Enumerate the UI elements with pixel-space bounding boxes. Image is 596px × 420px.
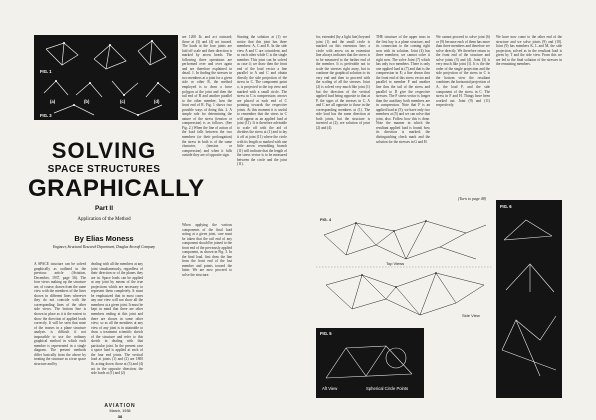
text-column-7 <box>376 35 430 210</box>
footer-page-number: 38 <box>117 414 123 419</box>
spherical-circle-label: Spherical Circle Points <box>366 386 409 391</box>
column-7-body: THE structure of the upper truss in the first bay is a plane structure, and its connection to the coming right now with its solution. Joint (4) has three members; we cannot solve it right now. The solve Joint (7) which has only two members. There is only one applied load at (7) and that is the compression in E; a line drawn thru the front end of this stress vector and parallel to member F and another line thru the tail of the stress and parallel to D give the respective stresses. The F stress vector is longer than the auxiliary both members are in compression. Note that F is an applied load at (5); we have only two members at (5) and we can solve that joint, also. Follow how this is done. Note the manner in which the resultant applied load is found; how its direction is marked; the distinguishing check mark and the solution for the stresses in G and H. <box>376 35 430 144</box>
truss-graphical-solution <box>316 215 492 323</box>
column-8-body: We cannot proceed to solve joint (6) or (9) because each of them has more than three members and therefore we solve directly. We therefore return to the front end of the structure and solve joints (3) and (4). Joint (3) is very much like joint (1). It is the the order of the single projection and the side projection of the stress in C is the bottom view the resultant combines the horizontal projection of A, the load F, and the side component of the stress in C. The stress in F and H. Things have been worked out. Joint (9) and (11) respectively. <box>436 35 490 108</box>
figure-2-part-b: (b) <box>84 99 90 104</box>
text-column-3 <box>182 35 232 195</box>
figure-6-illustration <box>496 200 562 398</box>
top-views-label: Top Views <box>386 261 405 266</box>
text-column-2 <box>91 262 143 398</box>
column-6-body: for, extended (by a light line) beyond joint (1) and the small circle is marked on this extension line; a circle with arrow on an extension line always indicates that the stress is to be measured to the farther end of the member. It is preferable not to scale the stresses right away, but to continue the graphical solution to its very end and then to proceed with the scaling of all the stresses. Joint (2) is solved very much like joint (1) but the direction of the vertical applied load being opposite to that at P, the signs of the stresses in C, A and C are all opposite to those in the corresponding members at (1). The side load has the same direction at both joints, but the structure is inverted at (2); see solution of joint (2) and (4). <box>316 35 370 130</box>
figure-5-label: FIG. 5 <box>320 331 332 336</box>
figure-4-label: FIG. 4 <box>320 217 332 222</box>
text-column-1 <box>34 262 86 398</box>
column-9-body: We have now come to the other end of the structure and we solve joints (9) and (10). Joint (9) has members K, L and M, the side projection, solved as in the resultant load is given by T and the side view. From this we are led to the final solution of the stresses in the remaining members. <box>496 35 562 67</box>
side-view-label: Side View <box>462 313 480 318</box>
column-3-body: are 1200 lb. and act outward; those at (3) and (4) act inward. The loads at the four joints are laid off scale and their direction is marked by arrow heads. The following three operations are performed over and over again and are therefore explained in detail. 1. In finding the stresses in two members at a joint for a given side or other R, the method employed is to draw a force polygon at the joint and then the tail end of R and another parallel to the other member, how the front end of R. Fig. 1 shows two possible ways of doing this. 2. A simple rule for determining the nature of the stress (tension or compression) is as follows. (See Fig. 2.) When the line of action of the load falls between the two members (or their prolongation) the stress in both is of the same character, (tension or compression) and when it falls outside they are of opposite sign. <box>182 35 232 158</box>
column-5-body: Starting the solution at (1) we notice that this joint has three members: A, C and E. In the side view A and C are coincident, and so each other while C is the single member. This joint can be solved as case 4; we draw then the front end of the load vector a line parallel to A and C and obtain directly the side projection of the stress in C. The component point o, is projected to the top view and marked with a small circle. The stress in C is compression; arrows are placed at each end of C pointing towards the respective joints. At this moment it is useful to remember that the stress in C will appear as an applied load at joint (11). It is therefore advisable to scale off with the aid of dividers the stress at (1) and to lay it off at joint (11) where the circle with its length so marked with one little arrow resembling branch (11) will indicate that the length of the stress vector is to be measured between the circle and the joint (11). <box>237 35 287 167</box>
figure-3-label: FIG. 3 <box>40 113 52 118</box>
figure-1-2-3-block <box>34 35 178 120</box>
figure-2-part-d: (d) <box>154 99 160 104</box>
article-title-line3: GRAPHICALLY <box>28 175 205 202</box>
column-1-body: A SPACE structure can be solved graphically as outlined in the previous article (Aviation, December, 1937, page 36). The four views making up the structure are, of course, drawn from the same view with the members of the lines shown in different lines wherever they do not coincide with the corresponding lines of the other side views. The bottom line is shown in place as it is the easiest to show the direction of applied loads correctly. It will be seen that none of the trusses in a plane structure analysis is difficult if not impossible to use the ordinary graphical method in which each member is represented in a single diagram. The present methods differ basically from the above by treating the structure as a true space structure and by <box>34 262 86 367</box>
figure-4-diagram <box>316 215 492 323</box>
figure-6-label: FIG. 6 <box>500 204 512 209</box>
part-label: Part II <box>94 205 114 212</box>
subtitle: Application of the Method <box>77 217 131 222</box>
footer-month: March, 1938 <box>109 409 131 413</box>
figure-1-label: FIG. 1 <box>40 69 52 74</box>
text-column-4 <box>182 223 232 398</box>
column-2-body: dealing with all the members at any joint simultaneously, regardless of their direction or of the planes they are in. Space loads can be applied at any joint by means of the true projections which are necessary to represent them completely. It must be emphasized that in most cases any one view will not show all the members at a given joint. It must be kept in mind that there are other members ending at this joint and there are shown in some other view; so as all the members at any view of any joint is in attainable to draw a treatment scientific sketch of the structure and refer to this sketch in dealing with that particular joint. In the present case a space load is applied at each of the four end joints. The vertical load at joints (1) and (2) are 1800 lb. acting down; those at (3) and (4) act in the opposite direction; the side loads at (1) and (2) <box>91 262 143 376</box>
author-bio: Engineer, Structural Research Department, Douglas Aircraft Company <box>52 245 156 249</box>
text-column-5 <box>237 35 287 398</box>
article-title-line2: SPACE STRUCTURES <box>47 164 161 175</box>
byline: By Elias Moness <box>74 234 134 243</box>
column-4-body: When applying the various components of the final load acting at a given joint, care must be taken that the tail end of any component should be joined to the front end of the previously applied component, as shown in Fig. 3. In the final load, first draw the line from the front end of the last member and points toward the latter. We are now proceed to solve the structure. <box>182 223 232 278</box>
aft-view-label: Aft View <box>322 386 338 391</box>
figure-5-block <box>316 328 424 398</box>
continued-note: (Turn to page 48) <box>458 196 487 201</box>
footer-magazine: AVIATION <box>104 403 136 409</box>
figure-2-part-c: (c) <box>120 99 126 104</box>
article-title-line1: SOLVING <box>51 138 157 163</box>
text-column-8 <box>436 35 490 195</box>
text-column-9 <box>496 35 562 195</box>
truss-diagram-illustration <box>34 35 178 120</box>
figure-6-block <box>496 200 562 398</box>
text-column-6 <box>316 35 370 210</box>
figure-2-part-a: (a) <box>50 99 56 104</box>
